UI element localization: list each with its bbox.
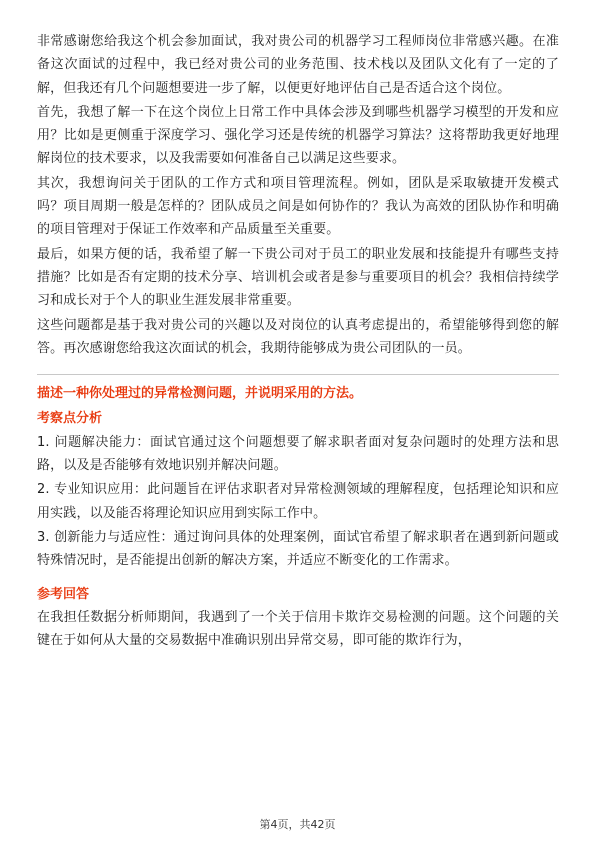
intro-paragraph-3: 其次，我想询问关于团队的工作方式和项目管理流程。例如，团队是采取敏捷开发模式吗？项目周期一般是怎样的？团队成员之间是如何协作的？我认为高效的团队协作和明确的项目管理对于保证工作效率和产品质量至关重要。 (37, 175, 559, 238)
intro-paragraph-2: 首先，我想了解一下在这个岗位上日常工作中具体会涉及到哪些机器学习模型的开发和应用？比如是更侧重于深度学习、强化学习还是传统的机器学习算法？这将帮助我更好地理解岗位的技术要求，以及我需要如何准备自己以满足这些要求。 (37, 104, 559, 167)
page-content (37, 30, 559, 653)
page-footer: 第4页，共42页 (259, 818, 336, 831)
analysis-point-1: 1. 问题解决能力：面试官通过这个问题想要了解求职者面对复杂问题时的处理方法和思路，以及是否能够有效地识别并解决问题。 (37, 434, 559, 474)
answer-text: 在我担任数据分析师期间，我遇到了一个关于信用卡欺诈交易检测的问题。这个问题的关键在于如何从大量的交易数据中准确识别出异常交易，即可能的欺诈行为， (37, 609, 559, 649)
analysis-point-2: 2. 专业知识应用：此问题旨在评估求职者对异常检测领域的理解程度，包括理论知识和应用实践，以及能否将理论知识应用到实际工作中。 (37, 482, 559, 521)
section-divider (37, 374, 559, 375)
analysis-point-3: 3. 创新能力与适应性：通过询问具体的处理案例，面试官希望了解求职者在遇到新问题或特殊情况时，是否能提出创新的解决方案，并适应不断变化的工作需求。 (37, 529, 559, 569)
intro-paragraph-1: 非常感谢您给我这个机会参加面试，我对贵公司的机器学习工程师岗位非常感兴趣。在准备这次面试的过程中，我已经对贵公司的业务范围、技术栈以及团队文化有了一定的了解，但我还有几个问题想要进一步了解，以便更好地评估自己是否适合这个岗位。 (37, 34, 559, 96)
intro-paragraph-5: 这些问题都是基于我对贵公司的兴趣以及对岗位的认真考虑提出的，希望能够得到您的解答。再次感谢您给我这次面试的机会，我期待能够成为贵公司团队的一员。 (37, 317, 559, 356)
intro-paragraph-4: 最后，如果方便的话，我希望了解一下贵公司对于员工的职业发展和技能提升有哪些支持措施？比如是否有定期的技术分享、培训机会或者是参与重要项目的机会？我相信持续学习和成长对于个人的职业生涯发展非常重要。 (37, 246, 559, 309)
analysis-heading: 考察点分析 (37, 411, 103, 427)
question-heading: 描述一种你处理过的异常检测问题，并说明采用的方法。 (37, 386, 363, 402)
answer-heading: 参考回答 (37, 586, 90, 602)
